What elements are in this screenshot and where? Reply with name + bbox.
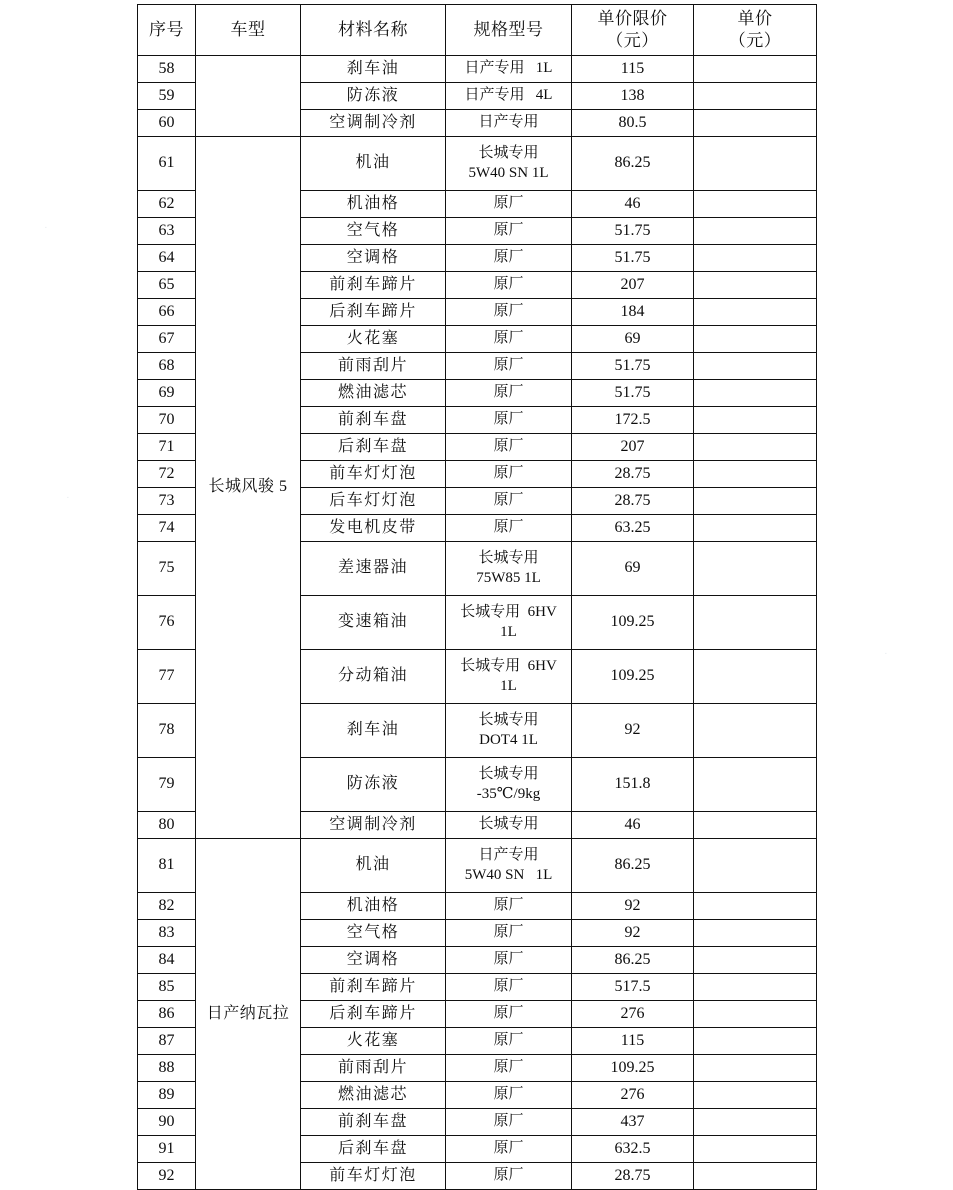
cell-material-name: 前刹车盘 xyxy=(301,1109,446,1136)
specification-line: 日产专用 xyxy=(478,847,539,864)
cell-unit-price[interactable] xyxy=(694,1001,817,1028)
scan-artifact: · xyxy=(884,648,888,660)
table-header xyxy=(138,5,817,56)
cell-sequence-number: 71 xyxy=(138,434,196,461)
specification-line: 原厂 xyxy=(493,465,524,482)
cell-material-name: 机油格 xyxy=(301,191,446,218)
cell-price-limit: 86.25 xyxy=(572,137,694,191)
cell-unit-price[interactable] xyxy=(694,245,817,272)
specification-line: 长城专用 xyxy=(478,145,539,162)
cell-unit-price[interactable] xyxy=(694,191,817,218)
cell-specification xyxy=(446,893,572,920)
cell-sequence-number: 68 xyxy=(138,353,196,380)
cell-price-limit: 517.5 xyxy=(572,974,694,1001)
cell-sequence-number: 91 xyxy=(138,1136,196,1163)
cell-specification xyxy=(446,407,572,434)
cell-sequence-number: 88 xyxy=(138,1055,196,1082)
cell-material-name: 机油 xyxy=(301,839,446,893)
cell-unit-price[interactable] xyxy=(694,839,817,893)
cell-unit-price[interactable] xyxy=(694,704,817,758)
cell-unit-price[interactable] xyxy=(694,515,817,542)
cell-unit-price[interactable] xyxy=(694,488,817,515)
cell-unit-price[interactable] xyxy=(694,893,817,920)
cell-sequence-number: 60 xyxy=(138,110,196,137)
cell-specification xyxy=(446,272,572,299)
specification-line: 原厂 xyxy=(493,1167,524,1184)
cell-sequence-number: 63 xyxy=(138,218,196,245)
cell-sequence-number: 80 xyxy=(138,812,196,839)
cell-specification xyxy=(446,488,572,515)
specification-line: 原厂 xyxy=(493,357,524,374)
cell-material-name: 机油格 xyxy=(301,893,446,920)
column-header-mat xyxy=(301,5,446,56)
cell-price-limit: 86.25 xyxy=(572,947,694,974)
cell-price-limit: 28.75 xyxy=(572,1163,694,1190)
cell-price-limit: 28.75 xyxy=(572,488,694,515)
cell-price-limit: 46 xyxy=(572,191,694,218)
cell-price-limit: 86.25 xyxy=(572,839,694,893)
cell-specification xyxy=(446,110,572,137)
cell-specification xyxy=(446,353,572,380)
cell-sequence-number: 62 xyxy=(138,191,196,218)
cell-specification xyxy=(446,380,572,407)
cell-specification xyxy=(446,1028,572,1055)
header-row xyxy=(138,5,817,56)
cell-material-name: 后刹车蹄片 xyxy=(301,299,446,326)
specification-line: 原厂 xyxy=(493,492,524,509)
column-header-model xyxy=(196,5,301,56)
cell-price-limit: 28.75 xyxy=(572,461,694,488)
specification-line: 原厂 xyxy=(493,1059,524,1076)
cell-material-name: 火花塞 xyxy=(301,1028,446,1055)
cell-specification xyxy=(446,245,572,272)
specification-line: 日产专用 1L xyxy=(464,60,553,77)
cell-unit-price[interactable] xyxy=(694,947,817,974)
cell-specification xyxy=(446,461,572,488)
cell-price-limit: 51.75 xyxy=(572,218,694,245)
table-body xyxy=(138,56,817,1190)
cell-sequence-number: 58 xyxy=(138,56,196,83)
cell-material-name: 前车灯灯泡 xyxy=(301,461,446,488)
cell-price-limit: 63.25 xyxy=(572,515,694,542)
cell-price-limit: 207 xyxy=(572,272,694,299)
cell-sequence-number: 69 xyxy=(138,380,196,407)
specification-line: 原厂 xyxy=(493,1005,524,1022)
cell-sequence-number: 87 xyxy=(138,1028,196,1055)
specification-line: 原厂 xyxy=(493,195,524,212)
cell-sequence-number: 65 xyxy=(138,272,196,299)
cell-price-limit: 207 xyxy=(572,434,694,461)
table-row xyxy=(138,137,817,191)
cell-vehicle-model: 日产纳瓦拉 xyxy=(196,839,301,1190)
cell-unit-price[interactable] xyxy=(694,56,817,83)
cell-price-limit: 51.75 xyxy=(572,245,694,272)
specification-line: 长城专用 xyxy=(478,550,539,567)
specification-line: DOT4 1L xyxy=(479,731,538,748)
specification-line: 长城专用 xyxy=(478,816,539,833)
cell-price-limit: 92 xyxy=(572,920,694,947)
cell-price-limit: 109.25 xyxy=(572,1055,694,1082)
specification-line: 原厂 xyxy=(493,222,524,239)
cell-material-name: 机油 xyxy=(301,137,446,191)
specification-line: 原厂 xyxy=(493,384,524,401)
cell-material-name: 前车灯灯泡 xyxy=(301,1163,446,1190)
specification-line: 5W40 SN 1L xyxy=(464,866,553,883)
cell-price-limit: 92 xyxy=(572,704,694,758)
scan-artifact: · xyxy=(44,222,48,234)
cell-price-limit: 92 xyxy=(572,893,694,920)
cell-specification xyxy=(446,83,572,110)
cell-specification xyxy=(446,758,572,812)
cell-price-limit: 276 xyxy=(572,1001,694,1028)
cell-specification xyxy=(446,137,572,191)
cell-material-name: 前雨刮片 xyxy=(301,353,446,380)
cell-price-limit: 80.5 xyxy=(572,110,694,137)
cell-specification xyxy=(446,56,572,83)
cell-material-name: 燃油滤芯 xyxy=(301,1082,446,1109)
cell-price-limit: 276 xyxy=(572,1082,694,1109)
cell-sequence-number: 86 xyxy=(138,1001,196,1028)
table-row xyxy=(138,839,817,893)
cell-sequence-number: 89 xyxy=(138,1082,196,1109)
cell-price-limit: 115 xyxy=(572,1028,694,1055)
cell-specification xyxy=(446,1055,572,1082)
specification-line: 长城专用 xyxy=(478,766,539,783)
cell-price-limit: 437 xyxy=(572,1109,694,1136)
specification-line: 原厂 xyxy=(493,897,524,914)
cell-sequence-number: 83 xyxy=(138,920,196,947)
cell-specification xyxy=(446,812,572,839)
column-header-line1: 材料名称 xyxy=(338,20,408,40)
cell-unit-price[interactable] xyxy=(694,110,817,137)
cell-sequence-number: 84 xyxy=(138,947,196,974)
specification-line: 原厂 xyxy=(493,1140,524,1157)
cell-price-limit: 172.5 xyxy=(572,407,694,434)
cell-material-name: 刹车油 xyxy=(301,56,446,83)
cell-price-limit: 51.75 xyxy=(572,380,694,407)
cell-unit-price[interactable] xyxy=(694,1028,817,1055)
cell-specification xyxy=(446,191,572,218)
cell-unit-price[interactable] xyxy=(694,920,817,947)
cell-sequence-number: 92 xyxy=(138,1163,196,1190)
cell-sequence-number: 82 xyxy=(138,893,196,920)
cell-material-name: 刹车油 xyxy=(301,704,446,758)
cell-material-name: 空调制冷剂 xyxy=(301,812,446,839)
cell-specification xyxy=(446,974,572,1001)
cell-material-name: 发电机皮带 xyxy=(301,515,446,542)
specification-line: 1L xyxy=(500,623,517,640)
cell-vehicle-model: 长城风骏 5 xyxy=(196,137,301,839)
cell-unit-price[interactable] xyxy=(694,596,817,650)
specification-line: 长城专用 6HV xyxy=(460,604,557,621)
cell-price-limit: 184 xyxy=(572,299,694,326)
cell-unit-price[interactable] xyxy=(694,83,817,110)
cell-sequence-number: 76 xyxy=(138,596,196,650)
cell-unit-price[interactable] xyxy=(694,974,817,1001)
cell-sequence-number: 59 xyxy=(138,83,196,110)
material-price-table xyxy=(137,4,817,1190)
cell-material-name: 后刹车盘 xyxy=(301,434,446,461)
cell-material-name: 差速器油 xyxy=(301,542,446,596)
cell-material-name: 前雨刮片 xyxy=(301,1055,446,1082)
specification-line: 长城专用 xyxy=(478,712,539,729)
cell-material-name: 空调格 xyxy=(301,245,446,272)
cell-specification xyxy=(446,947,572,974)
cell-sequence-number: 61 xyxy=(138,137,196,191)
cell-unit-price[interactable] xyxy=(694,218,817,245)
cell-sequence-number: 81 xyxy=(138,839,196,893)
cell-sequence-number: 85 xyxy=(138,974,196,1001)
column-header-line1: 单价限价 xyxy=(597,9,668,29)
cell-sequence-number: 79 xyxy=(138,758,196,812)
specification-line: 原厂 xyxy=(493,303,524,320)
cell-material-name: 后刹车蹄片 xyxy=(301,1001,446,1028)
cell-sequence-number: 66 xyxy=(138,299,196,326)
cell-unit-price[interactable] xyxy=(694,380,817,407)
cell-sequence-number: 75 xyxy=(138,542,196,596)
cell-material-name: 前刹车蹄片 xyxy=(301,272,446,299)
column-header-line2: （元） xyxy=(606,31,659,50)
specification-line: 1L xyxy=(500,677,517,694)
cell-specification xyxy=(446,839,572,893)
specification-line: -35℃/9kg xyxy=(476,785,541,802)
cell-unit-price[interactable] xyxy=(694,758,817,812)
cell-specification xyxy=(446,299,572,326)
cell-material-name: 变速箱油 xyxy=(301,596,446,650)
cell-unit-price[interactable] xyxy=(694,326,817,353)
cell-unit-price[interactable] xyxy=(694,1055,817,1082)
cell-material-name: 空调格 xyxy=(301,947,446,974)
column-header-line1: 单价 xyxy=(737,9,773,29)
cell-material-name: 前刹车蹄片 xyxy=(301,974,446,1001)
cell-specification xyxy=(446,1082,572,1109)
specification-line: 长城专用 6HV xyxy=(460,658,557,675)
cell-unit-price[interactable] xyxy=(694,650,817,704)
cell-price-limit: 109.25 xyxy=(572,650,694,704)
column-header-limit xyxy=(572,5,694,56)
column-header-line1: 序号 xyxy=(149,20,184,40)
cell-specification xyxy=(446,542,572,596)
cell-unit-price[interactable] xyxy=(694,353,817,380)
specification-line: 原厂 xyxy=(493,951,524,968)
column-header-spec xyxy=(446,5,572,56)
specification-line: 原厂 xyxy=(493,1032,524,1049)
cell-material-name: 火花塞 xyxy=(301,326,446,353)
specification-line: 原厂 xyxy=(493,276,524,293)
cell-unit-price[interactable] xyxy=(694,299,817,326)
cell-material-name: 燃油滤芯 xyxy=(301,380,446,407)
cell-vehicle-model xyxy=(196,56,301,137)
column-header-price xyxy=(694,5,817,56)
specification-line: 日产专用 xyxy=(478,114,539,131)
cell-sequence-number: 73 xyxy=(138,488,196,515)
specification-line: 原厂 xyxy=(493,924,524,941)
cell-price-limit: 51.75 xyxy=(572,353,694,380)
cell-sequence-number: 64 xyxy=(138,245,196,272)
cell-material-name: 后车灯灯泡 xyxy=(301,488,446,515)
price-table-sheet xyxy=(137,4,816,1190)
column-header-line2: （元） xyxy=(728,31,782,50)
specification-line: 原厂 xyxy=(493,1113,524,1130)
specification-line: 原厂 xyxy=(493,438,524,455)
cell-material-name: 后刹车盘 xyxy=(301,1136,446,1163)
cell-sequence-number: 72 xyxy=(138,461,196,488)
cell-specification xyxy=(446,515,572,542)
cell-specification xyxy=(446,434,572,461)
cell-sequence-number: 67 xyxy=(138,326,196,353)
cell-material-name: 前刹车盘 xyxy=(301,407,446,434)
specification-line: 日产专用 4L xyxy=(464,87,553,104)
table-row xyxy=(138,56,817,83)
cell-specification xyxy=(446,326,572,353)
cell-material-name: 空气格 xyxy=(301,920,446,947)
specification-line: 原厂 xyxy=(493,411,524,428)
specification-line: 原厂 xyxy=(493,330,524,347)
column-header-line1: 车型 xyxy=(230,20,266,40)
cell-material-name: 空调制冷剂 xyxy=(301,110,446,137)
cell-price-limit: 138 xyxy=(572,83,694,110)
column-header-seq xyxy=(138,5,196,56)
cell-unit-price[interactable] xyxy=(694,1109,817,1136)
cell-sequence-number: 77 xyxy=(138,650,196,704)
cell-unit-price[interactable] xyxy=(694,137,817,191)
cell-specification xyxy=(446,1109,572,1136)
cell-unit-price[interactable] xyxy=(694,812,817,839)
cell-sequence-number: 70 xyxy=(138,407,196,434)
cell-material-name: 空气格 xyxy=(301,218,446,245)
column-header-line1: 规格型号 xyxy=(473,20,544,40)
scan-artifact: · xyxy=(66,492,70,504)
cell-specification xyxy=(446,1001,572,1028)
cell-unit-price[interactable] xyxy=(694,407,817,434)
cell-sequence-number: 74 xyxy=(138,515,196,542)
cell-material-name: 防冻液 xyxy=(301,83,446,110)
cell-price-limit: 69 xyxy=(572,326,694,353)
cell-unit-price[interactable] xyxy=(694,542,817,596)
cell-price-limit: 151.8 xyxy=(572,758,694,812)
cell-specification xyxy=(446,920,572,947)
cell-specification xyxy=(446,704,572,758)
cell-specification xyxy=(446,650,572,704)
cell-unit-price[interactable] xyxy=(694,1082,817,1109)
cell-price-limit: 69 xyxy=(572,542,694,596)
cell-specification xyxy=(446,218,572,245)
cell-sequence-number: 78 xyxy=(138,704,196,758)
cell-unit-price[interactable] xyxy=(694,434,817,461)
specification-line: 原厂 xyxy=(493,1086,524,1103)
cell-price-limit: 632.5 xyxy=(572,1136,694,1163)
cell-price-limit: 46 xyxy=(572,812,694,839)
cell-material-name: 分动箱油 xyxy=(301,650,446,704)
cell-material-name: 防冻液 xyxy=(301,758,446,812)
cell-unit-price[interactable] xyxy=(694,461,817,488)
cell-price-limit: 115 xyxy=(572,56,694,83)
specification-line: 5W40 SN 1L xyxy=(468,164,549,181)
specification-line: 原厂 xyxy=(493,519,524,536)
cell-unit-price[interactable] xyxy=(694,1163,817,1190)
cell-sequence-number: 90 xyxy=(138,1109,196,1136)
cell-unit-price[interactable] xyxy=(694,272,817,299)
specification-line: 原厂 xyxy=(493,249,524,266)
cell-specification xyxy=(446,1163,572,1190)
cell-specification xyxy=(446,596,572,650)
cell-price-limit: 109.25 xyxy=(572,596,694,650)
specification-line: 原厂 xyxy=(493,978,524,995)
specification-line: 75W85 1L xyxy=(476,569,541,586)
